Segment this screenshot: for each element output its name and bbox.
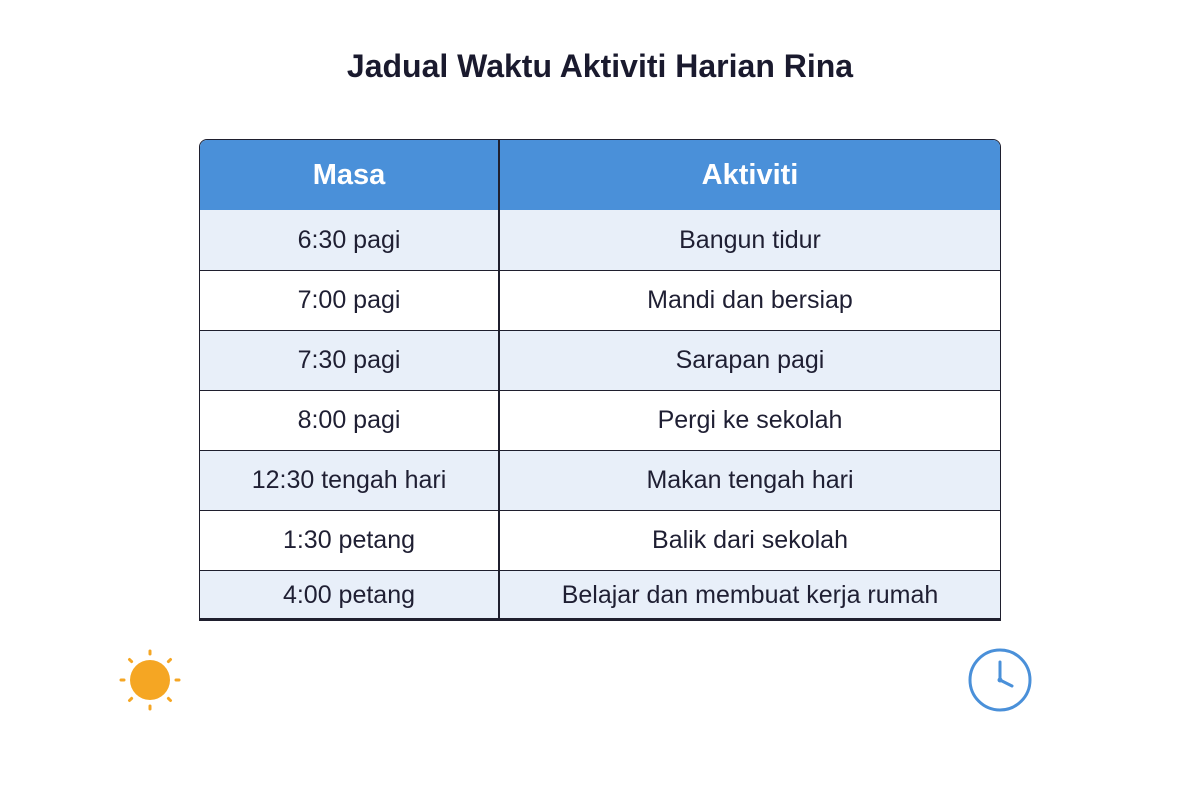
- table-row: [200, 510, 1000, 570]
- table-header-row: [200, 140, 1000, 210]
- activity-cell: Makan tengah hari: [646, 466, 854, 494]
- header-time: Masa: [200, 140, 500, 210]
- activity-cell: Pergi ke sekolah: [657, 406, 843, 434]
- table-row: [200, 450, 1000, 510]
- time-cell: 7:30 pagi: [200, 331, 500, 390]
- time-cell: 1:30 petang: [200, 511, 500, 570]
- time-cell: 12:30 tengah hari: [200, 451, 500, 510]
- table-row: [200, 390, 1000, 450]
- table-row: [200, 210, 1000, 270]
- time-cell: 4:00 petang: [200, 571, 500, 620]
- sun-icon: [118, 648, 182, 712]
- activity-cell: Balik dari sekolah: [652, 526, 848, 554]
- table-row: [200, 570, 1000, 620]
- page-title: Jadual Waktu Aktiviti Harian Rina: [346, 48, 854, 84]
- table-row: [200, 330, 1000, 390]
- table-body: [200, 210, 1000, 620]
- activity-cell: Sarapan pagi: [675, 346, 825, 374]
- time-cell: 7:00 pagi: [200, 271, 500, 330]
- activity-cell: Mandi dan bersiap: [647, 286, 853, 314]
- activity-cell: Belajar dan membuat kerja rumah: [561, 581, 939, 609]
- activity-cell: Bangun tidur: [679, 225, 821, 254]
- time-cell: 6:30 pagi: [200, 210, 500, 270]
- schedule-table: [199, 139, 1001, 621]
- clock-icon: [966, 646, 1034, 714]
- header-activity: Aktiviti: [701, 158, 799, 191]
- table-row: [200, 270, 1000, 330]
- time-cell: 8:00 pagi: [200, 391, 500, 450]
